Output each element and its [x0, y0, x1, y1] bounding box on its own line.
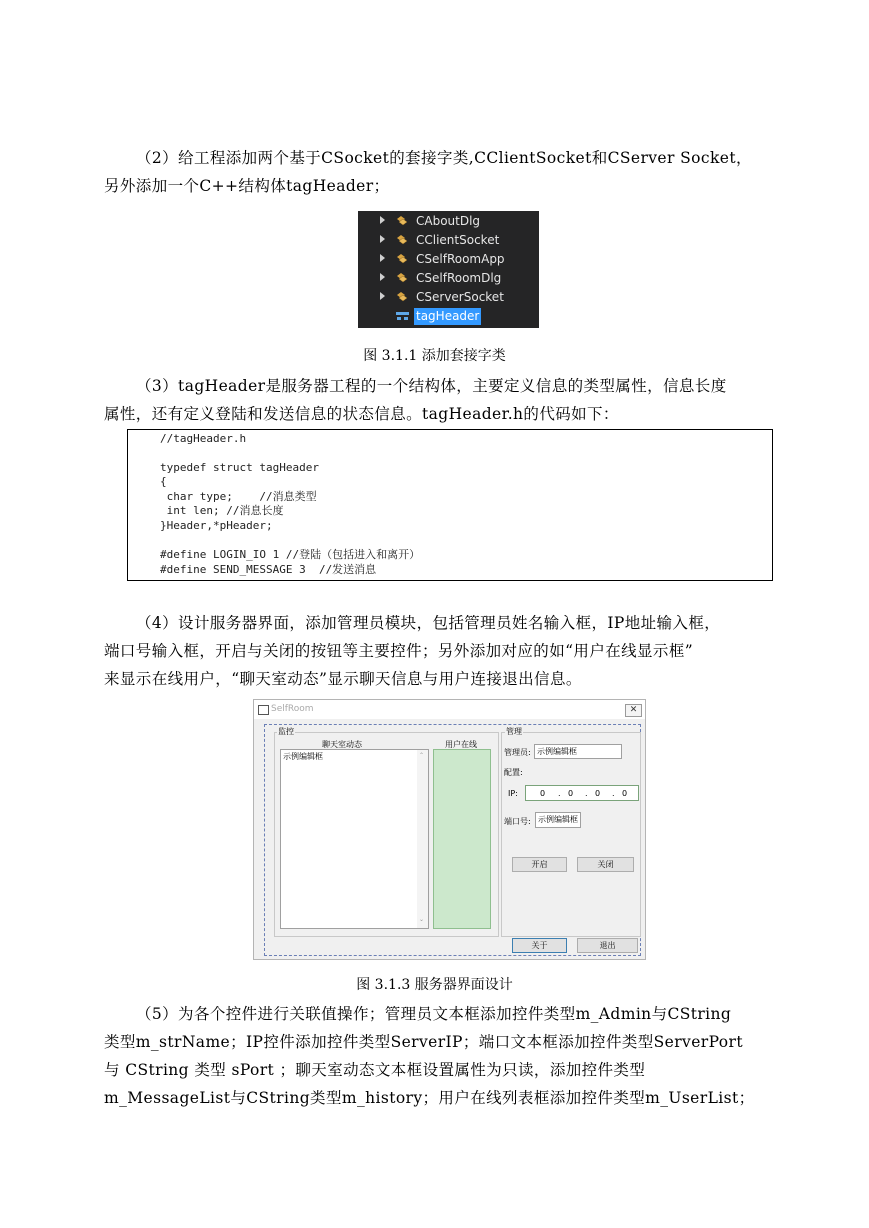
tree-item-label-selected: tagHeader — [416, 309, 480, 323]
paragraph-5-line-4: m_MessageList与CString类型m_history；用户在线列表框添加控件类型m_UserList； — [104, 1089, 755, 1107]
paragraph-5-line-1: （5）为各个控件进行关联值操作；管理员文本框添加控件类型m_Admin与CString — [136, 1005, 732, 1023]
paragraph-3-line-1: （3）tagHeader是服务器工程的一个结构体，主要定义信息的类型属性，信息长度 — [136, 377, 727, 395]
chat-history-box[interactable] — [280, 749, 429, 929]
class-view-tree — [358, 211, 539, 328]
tree-item-label: CSelfRoomApp — [416, 252, 505, 266]
tree-item-cselfroomdlg[interactable] — [358, 269, 539, 288]
monitor-group-label: 监控 — [278, 727, 294, 736]
ip-dot: . — [612, 789, 615, 798]
class-icon — [396, 291, 408, 303]
close-icon[interactable]: ✕ — [625, 704, 642, 717]
expand-arrow-icon[interactable] — [380, 216, 385, 224]
config-label: 配置: — [504, 768, 523, 777]
app-icon — [258, 705, 269, 715]
port-input-value: 示例编辑框 — [538, 815, 578, 824]
chat-placeholder: 示例编辑框 — [283, 752, 323, 761]
scroll-up-icon[interactable]: ⌃ — [419, 752, 425, 759]
code-line: char type; //消息类型 — [160, 490, 317, 503]
class-icon — [396, 234, 408, 246]
dialog-title: SelfRoom — [271, 704, 314, 714]
code-line: //tagHeader.h — [160, 432, 247, 445]
server-dialog — [253, 699, 646, 960]
expand-arrow-icon[interactable] — [380, 292, 385, 300]
paragraph-2-line-1: （2）给工程添加两个基于CSocket的套接字类,CClientSocket和CServer Socket， — [136, 149, 752, 167]
chat-scrollbar[interactable] — [417, 750, 428, 928]
code-line: int len; //消息长度 — [160, 504, 284, 517]
ip-octet-4: 0 — [622, 789, 628, 798]
expand-arrow-icon[interactable] — [380, 235, 385, 243]
expand-arrow-icon[interactable] — [380, 254, 385, 262]
scroll-down-icon[interactable]: ⌄ — [419, 916, 425, 923]
code-line: typedef struct tagHeader — [160, 461, 319, 474]
code-line: #define LOGIN_IO 1 //登陆（包括进入和离开） — [160, 548, 421, 561]
paragraph-4-line-2: 端口号输入框，开启与关闭的按钮等主要控件；另外添加对应的如“用户在线显示框” — [104, 642, 694, 660]
port-input[interactable] — [535, 812, 581, 828]
figure-3-caption: 图 3.1.3 服务器界面设计 — [356, 977, 513, 993]
paragraph-5-line-3: 与 CString 类型 sPort ；聊天室动态文本框设置属性为只读，添加控件类型 — [104, 1061, 646, 1079]
manage-group — [501, 732, 641, 937]
tree-item-cclientsocket[interactable] — [358, 231, 539, 250]
admin-input-value: 示例编辑框 — [537, 747, 577, 756]
paragraph-5-line-2: 类型m_strName；IP控件添加控件类型ServerIP；端口文本框添加控件类型ServerPort — [104, 1033, 743, 1051]
code-block — [127, 429, 773, 581]
class-icon — [396, 215, 408, 227]
manage-group-label: 管理 — [506, 727, 522, 736]
expand-arrow-icon[interactable] — [380, 273, 385, 281]
admin-input[interactable] — [534, 744, 622, 759]
code-line: { — [160, 475, 167, 488]
port-label: 端口号: — [504, 817, 531, 826]
tree-item-label: CClientSocket — [416, 233, 500, 247]
paragraph-4-line-1: （4）设计服务器界面，添加管理员模块，包括管理员姓名输入框，IP地址输入框， — [136, 614, 721, 632]
figure-1-caption: 图 3.1.1 添加套接字类 — [363, 348, 506, 364]
online-label: 用户在线 — [445, 740, 477, 749]
dialog-titlebar[interactable] — [254, 700, 645, 719]
ip-octet-3: 0 — [595, 789, 601, 798]
tree-item-label: CAboutDlg — [416, 214, 481, 228]
ip-address-input[interactable] — [525, 785, 639, 801]
ip-octet-2: 0 — [568, 789, 574, 798]
ip-label: IP: — [508, 789, 518, 798]
ip-octet-1: 0 — [540, 789, 546, 798]
tree-item-cserversocket[interactable] — [358, 288, 539, 307]
about-button[interactable]: 关于 — [512, 938, 567, 953]
struct-icon — [396, 311, 409, 321]
tree-item-tagheader[interactable] — [358, 307, 539, 326]
code-line: #define SEND_MESSAGE 3 //发送消息 — [160, 563, 377, 576]
exit-button[interactable]: 退出 — [577, 938, 638, 953]
tree-item-label: CSelfRoomDlg — [416, 271, 502, 285]
admin-label: 管理员: — [504, 748, 531, 757]
chat-label: 聊天室动态 — [322, 740, 362, 749]
tree-item-cselfroomapp[interactable] — [358, 250, 539, 269]
class-icon — [396, 272, 408, 284]
paragraph-4-line-3: 来显示在线用户，“聊天室动态”显示聊天信息与用户连接退出信息。 — [104, 670, 582, 688]
start-button[interactable]: 开启 — [512, 857, 567, 872]
tree-item-caboutdlg[interactable] — [358, 212, 539, 231]
ip-dot: . — [585, 789, 588, 798]
paragraph-3-line-2: 属性，还有定义登陆和发送信息的状态信息。tagHeader.h的代码如下： — [104, 405, 619, 423]
paragraph-2-line-2: 另外添加一个C++结构体tagHeader； — [104, 177, 390, 195]
class-icon — [396, 253, 408, 265]
online-user-list[interactable] — [433, 749, 491, 929]
tree-item-label: CServerSocket — [416, 290, 504, 304]
stop-button[interactable]: 关闭 — [577, 857, 634, 872]
ip-dot: . — [558, 789, 561, 798]
code-line: }Header,*pHeader; — [160, 519, 273, 532]
